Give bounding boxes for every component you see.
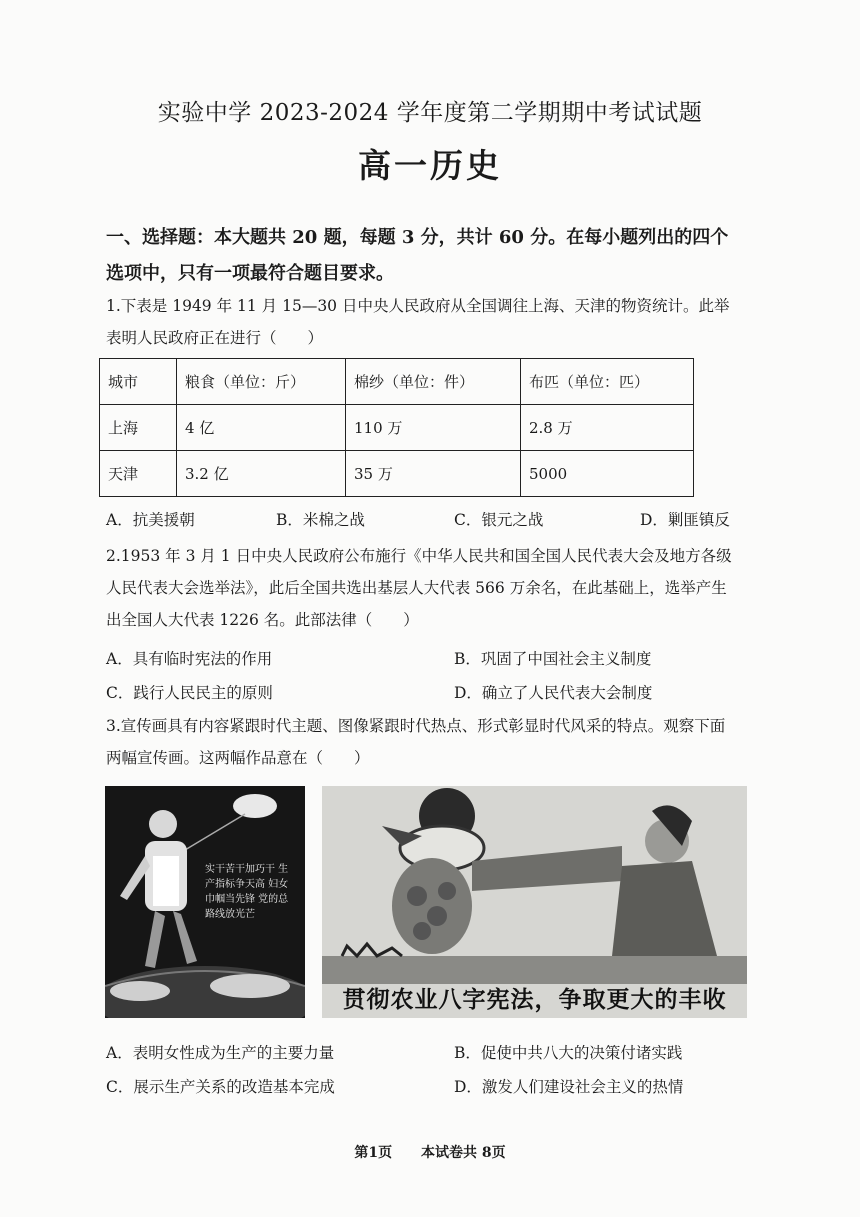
exam-title: 实验中学 2023-2024 学年度第二学期期中考试试题 [157, 100, 703, 126]
page-number: 第1页 [354, 1145, 393, 1161]
table-cell: 35 万 [346, 451, 521, 497]
section-heading-line: 一、选择题：本大题共 20 题，每题 3 分，共计 60 分。在每小题列出的四个 [106, 227, 729, 248]
table-cell: 4 亿 [177, 405, 346, 451]
question-1-stem [106, 290, 756, 354]
table-header-row [100, 359, 694, 405]
option-c: C．展示生产关系的改造基本完成 [106, 1078, 335, 1096]
question-line: 出全国人大代表 1226 名。此部法律（ ） [106, 611, 419, 629]
question-line: 两幅宣传画。这两幅作品意在（ ） [106, 749, 370, 767]
question-line: 1.下表是 1949 年 11 月 15—30 日中央人民政府从全国调往上海、天津的物资统计。此举 [106, 297, 730, 315]
table-cell: 2.8 万 [521, 405, 694, 451]
propaganda-poster-left [105, 786, 305, 1018]
option-d: D．激发人们建设社会主义的热情 [454, 1078, 684, 1096]
question-line: 2.1953 年 3 月 1 日中央人民政府公布施行《中华人民共和国全国人民代表大会及地方各级 [106, 547, 732, 565]
section-heading [106, 220, 766, 292]
table-header-cell: 粮食（单位：斤） [177, 359, 346, 405]
option-b: B．促使中共八大的决策付诸实践 [454, 1044, 683, 1062]
table-cell: 上海 [100, 405, 177, 451]
option-d: D．剿匪镇反 [640, 511, 730, 529]
table-row [100, 405, 694, 451]
section-heading-line: 选项中，只有一项最符合题目要求。 [106, 263, 394, 284]
question-line: 人民代表大会选举法》，此后全国共选出基层人大代表 566 万余名，在此基础上，选举产生 [106, 579, 727, 597]
question-line: 表明人民政府正在进行（ ） [106, 329, 324, 347]
poster-slogan: 实干苦干加巧干 生产指标争天高 妇女巾帼当先锋 党的总路线放光芒 [205, 864, 289, 920]
option-b: B．米棉之战 [276, 511, 365, 529]
table-cell: 3.2 亿 [177, 451, 346, 497]
question-2-stem [106, 540, 756, 636]
option-a: A．表明女性成为生产的主要力量 [106, 1044, 335, 1062]
page-footer [0, 1142, 860, 1162]
option-a: A．抗美援朝 [106, 511, 195, 529]
table-cell: 5000 [521, 451, 694, 497]
subject-title: 高一历史 [358, 146, 502, 185]
table-cell: 天津 [100, 451, 177, 497]
table-header-cell: 城市 [100, 359, 177, 405]
option-d: D．确立了人民代表大会制度 [454, 684, 653, 702]
question-line: 3.宣传画具有内容紧跟时代主题、图像紧跟时代热点、形式彰显时代风采的特点。观察下面 [106, 717, 726, 735]
question-3-stem [106, 710, 756, 774]
option-c: C．银元之战 [454, 511, 544, 529]
table-cell: 110 万 [346, 405, 521, 451]
table-header-cell: 棉纱（单位：件） [346, 359, 521, 405]
propaganda-poster-right [322, 786, 747, 1018]
page-total: 本试卷共 8页 [421, 1145, 506, 1161]
option-c: C．践行人民民主的原则 [106, 684, 273, 702]
option-a: A．具有临时宪法的作用 [106, 650, 273, 668]
option-b: B．巩固了中国社会主义制度 [454, 650, 652, 668]
supply-table [99, 358, 694, 497]
poster-caption: 贯彻农业八字宪法，争取更大的丰收 [342, 987, 727, 1013]
table-header-cell: 布匹（单位：匹） [521, 359, 694, 405]
table-row [100, 451, 694, 497]
